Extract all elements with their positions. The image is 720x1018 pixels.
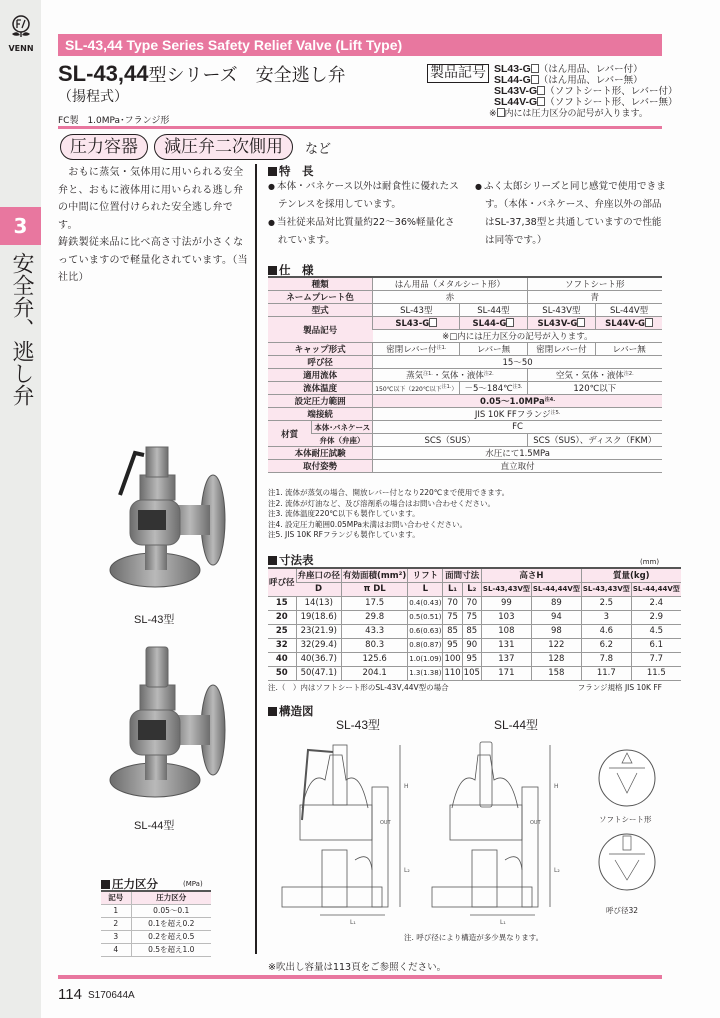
product-code-item: SL44V-G （ソフトシート形、レバー無） [494,96,678,108]
table-row: 1 0.05～0.1 [101,904,211,917]
product-code-item: SL43-G （はん用品、レバー付） [494,63,643,75]
title-japanese: 型シリーズ 安全逃し弁 [148,65,346,86]
table-row: 型式 SL-43型 SL-44型 SL-43V型 SL-44V型 [268,304,662,317]
structure-heading: 構造図 [268,703,314,719]
table-row: ネームプレート色 赤 青 [268,291,662,304]
svg-text:L₂: L₂ [404,867,410,874]
svg-text:L₁: L₁ [500,919,506,925]
features-heading: 特 長 [268,163,314,179]
table-row: 2 0.1を超え0.2 [101,917,211,930]
feature-item: ● ふく太郎シリーズと同じ感覚で使用できます。（本体・バネケース、弁座以外の部品はSL-37,38型と共通していますので性能は同等です。） [475,178,668,250]
product-code-item: SL43V-G （ソフトシート形、レバー付） [494,85,678,97]
sl43-photo-label: SL-43型 [134,614,175,626]
features-list [268,178,668,250]
table-row: 本体耐圧試験 水圧にて1.5MPa [268,447,662,460]
english-title-banner: SL-43,44 Type Series Safety Relief Valve (Lift Type) [58,34,662,56]
chapter-title: 安全弁、逃し弁 [9,252,34,406]
column-divider [255,164,257,954]
table-header-row: D π DL L L₁ L₂ SL-43,43V型 SL-44,44V型 SL-43,43V型 SL-44,44V型 [268,582,681,596]
soft-seat-label: ソフトシート形 [599,815,652,824]
footer-divider [58,975,662,979]
dimensions-notes: 注.（ ）内はソフトシート形のSL-43V,44V型の場合 フランジ規格 JIS 10K FF [268,683,662,692]
pressure-class-unit: (MPa) [183,880,203,888]
tag-pressure-vessel: 圧力容器 [60,134,148,160]
spec-table [268,276,662,473]
structure-note: 注. 呼び径により構造が多少異なります。 [404,933,544,942]
product-code-note: ※ 内には圧力区分の記号が入ります。 [489,109,648,119]
table-row: 20 19(18.6) 29.8 0.5(0.51) 75 75 103 94 3 2.9 [268,610,681,624]
dimensions-table [268,567,681,681]
dimensions-unit: (mm) [640,558,660,566]
table-row: 取付姿勢 直立取付 [268,460,662,473]
table-row: 40 40(36.7) 125.6 1.0(1.09) 100 95 137 128 7.8 7.7 [268,652,681,666]
capacity-reference-note: ※吹出し容量は113頁をご参照ください。 [268,962,447,973]
table-header-row: 記号 圧力区分 [101,891,211,904]
chapter-number: 3 [0,207,41,245]
table-header-row: 呼び径 弁座口の径 有効面積(mm²) リフト 面間寸法 高さH 質量(kg) [268,568,681,582]
structure-sl43-label: SL-43型 [336,718,381,732]
tag-suffix: など [305,141,332,157]
table-row: 適用流体 蒸気$^{注1.}$・気体・液体$^{注2.}$ 空気・気体・液体$^{注2.}$ [268,369,662,382]
soft-seat-detail-drawing [597,748,657,808]
table-row: 弁体（弁座） SCS（SUS） SCS（SUS）、ディスク（FKM） [268,434,662,447]
table-row: 流体温度 150℃以下（220℃以下$^{注1.}$） －5～184℃$^{注3.}$ 120℃以下 [268,382,662,395]
feature-item: ● 本体・バネケース以外は耐食性に優れたステンレスを採用しています。 [268,178,461,214]
table-row: 端接続 JIS 10K FFフランジ$^{注5.}$ [268,408,662,421]
product-code-label: 製品記号 [427,64,489,83]
venn-logo [6,14,36,53]
svg-text:L₂: L₂ [554,867,560,874]
table-row: 50 50(47.1) 204.1 1.3(1.38) 110 105 171 158 11.7 11.5 [268,666,681,680]
dimensions-heading: 寸法表 [268,552,314,568]
table-row: 設定圧力範囲 0.05～1.0MPa$^{注4.}$ [268,395,662,408]
table-row: 呼び径 15～50 [268,356,662,369]
svg-text:OUT: OUT [530,820,541,826]
title-model: SL-43,44 [58,61,149,86]
svg-text:OUT: OUT [380,820,391,826]
structure-drawings [280,740,580,925]
spec-summary: FC製 1.0MPa･フランジ形 [58,116,170,126]
structure-sl44-label: SL-44型 [494,718,539,732]
sl44-photo-label: SL-44型 [134,820,175,832]
table-row: 種類 はん用品（メタルシート形） ソフトシート形 [268,277,662,291]
document-code: S170644A [88,990,135,1001]
application-tags [60,134,331,160]
table-row: 25 23(21.9) 43.3 0.6(0.63) 85 85 108 98 4.6 4.5 [268,624,681,638]
table-row: 15 14(13) 17.5 0.4(0.43) 70 70 99 89 2.5 2.4 [268,596,681,610]
logo-text: VENN [8,44,34,53]
table-row: 4 0.5を超え1.0 [101,943,211,956]
specs-heading: 仕 様 [268,262,314,278]
sl43-valve-photo [100,445,240,595]
product-code-list [489,63,678,120]
pressure-class-table [101,890,211,957]
table-row: 32 32(29.4) 80.3 0.8(0.87) 95 90 131 122 6.2 6.1 [268,638,681,652]
tag-reducing-valve-secondary: 減圧弁二次側用 [154,134,293,160]
pressure-class-heading: 圧力区分 [101,876,158,892]
table-row: 製品記号 SL43-G SL44-G SL43V-G SL44V-G [268,317,662,330]
product-code-item: SL44-G （はん用品、レバー無） [494,74,643,86]
table-row: キャップ形式 密閉レバー付$^{注1.}$ レバー無 密閉レバー付 レバー無 [268,343,662,356]
subtitle: （揚程式） [58,89,128,105]
size32-detail-drawing [597,832,657,892]
leaf-logo-icon [9,14,33,42]
size32-label: 呼び径32 [606,906,639,915]
sl44-valve-photo [100,645,240,805]
sidebar [0,0,41,1018]
table-row: 3 0.2を超え0.5 [101,930,211,943]
table-row: 材質 本体･バネケース FC [268,421,662,434]
intro-text: おもに蒸気・気体用に用いられる安全弁と、おもに液体用に用いられる逃し弁の中間に位置付けられた安全逃し弁です。 鋳鉄製従来品に比べ高さ寸法が小さくなっていますので軽量化されています。（当社比） [58,167,248,283]
svg-text:H: H [404,783,409,790]
table-row: ※□内には圧力区分の記号が入ります。 [268,330,662,343]
feature-item: ● 当社従来品対比質量約22～36%軽量化されています。 [268,214,461,250]
spec-notes: 注1. 流体が蒸気の場合、開放レバー付となり220℃まで使用できます。 注2. 流体が灯油など、及び溶剤系の場合はお問い合わせください。 注3. 流体温度220℃以下も製作しています。 注4. 設定圧力範囲0.05MPa未満はお問い合わせください。 注5. JIS 10K RFフランジも製作しています。 [268,488,510,539]
svg-text:L₁: L₁ [350,919,356,925]
svg-text:H: H [554,783,559,790]
divider [58,126,662,129]
page-number: 114 [58,986,82,1003]
page-title [58,61,346,87]
